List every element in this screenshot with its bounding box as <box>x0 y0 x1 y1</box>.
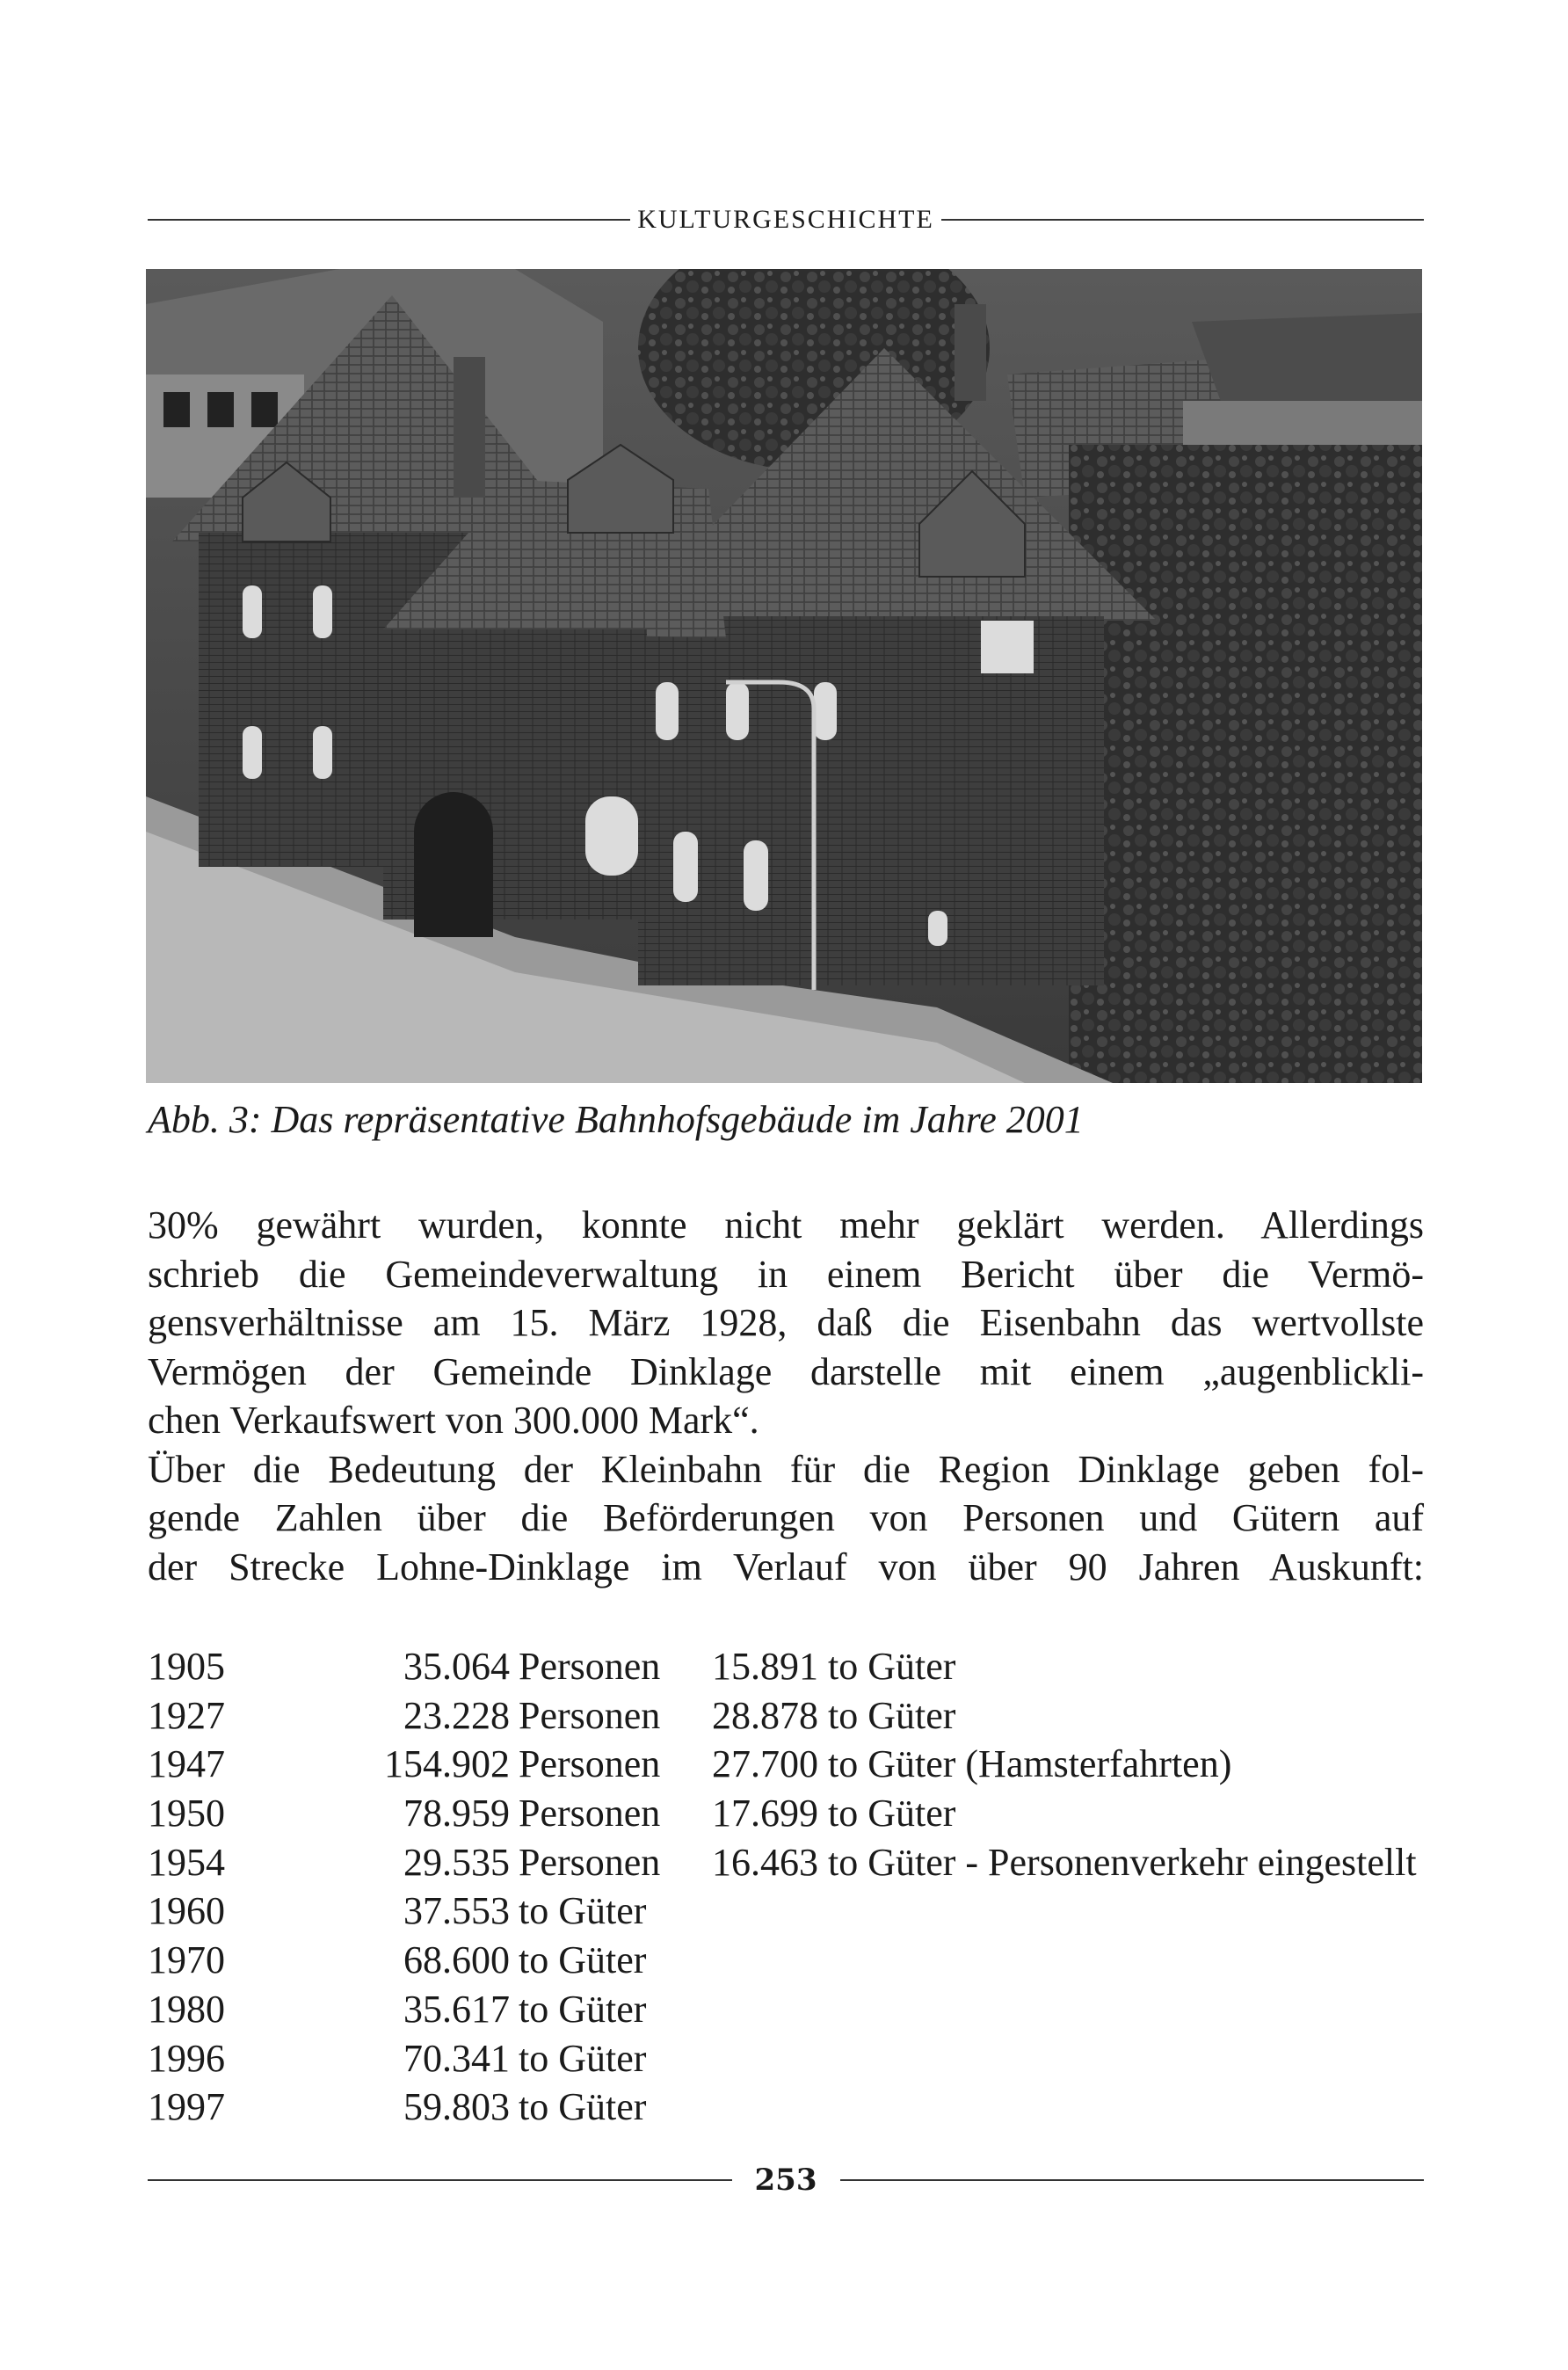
statistics-row <box>148 1789 1417 1838</box>
statistics-row <box>148 1740 1417 1789</box>
unit-cell: Personen <box>519 1693 661 1737</box>
figure-caption: Abb. 3: Das repräsentative Bahnhofsgebäude im Jahre 2001 <box>148 1098 1084 1141</box>
body-paragraph <box>148 1201 1424 1591</box>
unit-cell: to Güter <box>519 1938 647 1982</box>
header-rule-left <box>148 219 630 221</box>
value-cell: 29.535 <box>403 1840 510 1884</box>
goods-cell: 28.878 to Güter <box>712 1693 956 1737</box>
body-line: Vermögen der Gemeinde Dinklage darstelle mit einem „augenblickli- <box>148 1349 1424 1393</box>
value-cell: 37.553 <box>403 1889 510 1933</box>
page-number: 253 <box>754 2163 817 2198</box>
value-cell: 35.064 <box>403 1645 510 1688</box>
header-title: KULTURGESCHICHTE <box>637 205 934 234</box>
statistics-row <box>148 2083 1417 2132</box>
goods-cell: 27.700 to Güter (Hamsterfahrten) <box>712 1742 1232 1786</box>
year-cell: 1950 <box>148 1792 225 1836</box>
statistics-row <box>148 1691 1417 1741</box>
year-cell: 1927 <box>148 1693 225 1737</box>
body-line: gende Zahlen über die Beförderungen von Personen und Gütern auf <box>148 1496 1424 1539</box>
statistics-row <box>148 2034 1417 2083</box>
year-cell: 1954 <box>148 1840 225 1884</box>
footer-rule-left <box>148 2179 732 2181</box>
value-cell: 35.617 <box>403 1987 510 2031</box>
unit-cell: Personen <box>519 1742 661 1786</box>
station-building-illustration <box>146 269 1422 1083</box>
running-header <box>148 195 1424 244</box>
transport-statistics-table <box>148 1642 1417 2132</box>
body-line: Über die Bedeutung der Kleinbahn für die Region Dinklage geben fol- <box>148 1447 1424 1491</box>
station-building-photo <box>146 269 1422 1083</box>
statistics-row <box>148 1838 1417 1887</box>
value-cell: 23.228 <box>403 1693 510 1737</box>
body-line: gensverhältnisse am 15. März 1928, daß die Eisenbahn das wertvollste <box>148 1301 1424 1344</box>
value-cell: 154.902 <box>384 1742 510 1786</box>
value-cell: 78.959 <box>403 1792 510 1836</box>
statistics-row <box>148 1887 1417 1936</box>
statistics-row <box>148 1936 1417 1985</box>
body-line: schrieb die Gemeindeverwaltung in einem Bericht über die Vermö- <box>148 1252 1424 1296</box>
year-cell: 1996 <box>148 2036 225 2080</box>
goods-cell: 16.463 to Güter - Personenverkehr eingestellt <box>712 1840 1417 1884</box>
year-cell: 1997 <box>148 2085 225 2129</box>
unit-cell: to Güter <box>519 2085 647 2129</box>
footer-rule-right <box>840 2179 1425 2181</box>
value-cell: 59.803 <box>403 2085 510 2129</box>
year-cell: 1905 <box>148 1645 225 1688</box>
body-line: der Strecke Lohne-Dinklage im Verlauf von über 90 Jahren Auskunft: <box>148 1545 1424 1588</box>
value-cell: 70.341 <box>403 2036 510 2080</box>
body-line: chen Verkaufswert von 300.000 Mark“. <box>148 1399 759 1442</box>
year-cell: 1970 <box>148 1938 225 1982</box>
header-rule-right <box>941 219 1424 221</box>
goods-cell: 15.891 to Güter <box>712 1645 956 1688</box>
unit-cell: Personen <box>519 1645 661 1688</box>
goods-cell: 17.699 to Güter <box>712 1792 956 1836</box>
unit-cell: to Güter <box>519 2036 647 2080</box>
unit-cell: to Güter <box>519 1889 647 1933</box>
body-line: 30% gewährt wurden, konnte nicht mehr geklärt werden. Allerdings <box>148 1203 1424 1247</box>
statistics-row <box>148 1985 1417 2034</box>
unit-cell: Personen <box>519 1840 661 1884</box>
statistics-row <box>148 1642 1417 1691</box>
page-footer <box>148 2156 1424 2205</box>
year-cell: 1947 <box>148 1742 225 1786</box>
unit-cell: to Güter <box>519 1987 647 2031</box>
unit-cell: Personen <box>519 1792 661 1836</box>
year-cell: 1980 <box>148 1987 225 2031</box>
value-cell: 68.600 <box>403 1938 510 1982</box>
year-cell: 1960 <box>148 1889 225 1933</box>
